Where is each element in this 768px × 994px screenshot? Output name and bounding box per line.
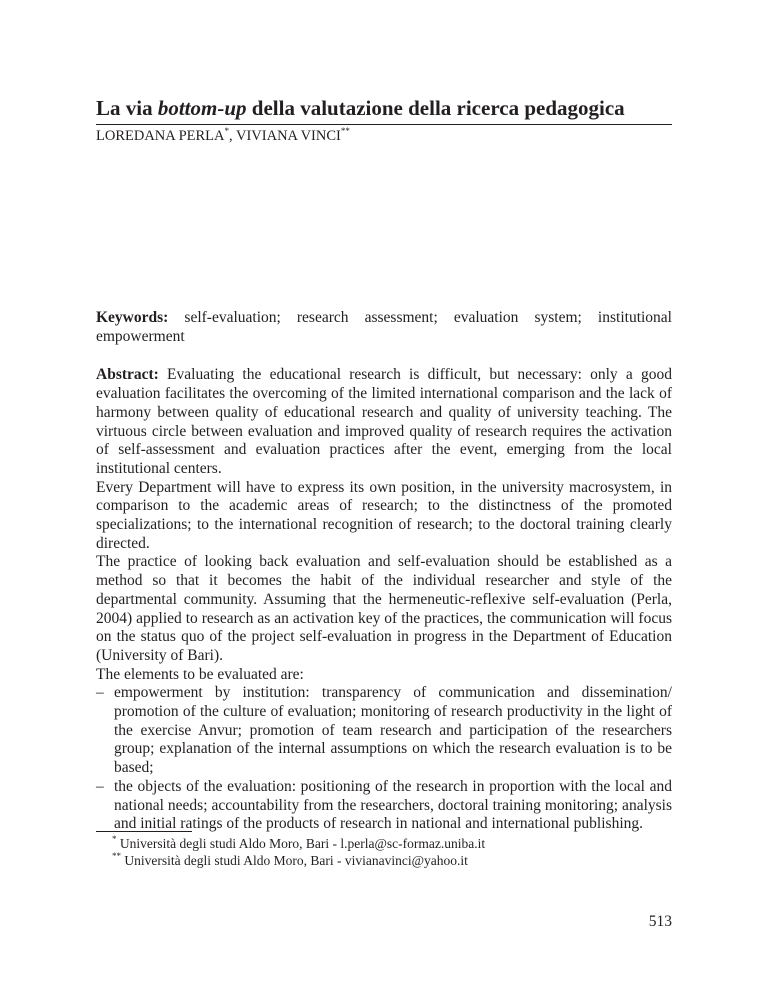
list-dash: –	[96, 684, 104, 702]
abstract-paragraph-2: Every Department will have to express its own position, in the university macrosystem, in comparison to the academic areas of research; to the distinctness of the promoted specializations; to the international recognition of research; to the doctoral training clearly directed.	[96, 478, 672, 552]
list-item	[96, 778, 672, 834]
abstract-paragraph-1	[96, 366, 672, 478]
author-separator: ,	[229, 128, 236, 144]
evaluation-elements-list	[96, 684, 672, 834]
page-number: 513	[648, 913, 672, 930]
footnotes	[112, 836, 485, 869]
footnote-rule	[96, 831, 192, 832]
list-item	[96, 684, 672, 778]
title-part-1: La via	[96, 96, 158, 120]
footnote-1-text: Università degli studi Aldo Moro, Bari - l.perla@sc-formaz.uniba.it	[116, 836, 486, 851]
paper-title	[96, 96, 672, 121]
footnote-2-text: Università degli studi Aldo Moro, Bari - vivianavinci@yahoo.it	[121, 852, 468, 868]
list-item-text: the objects of the evaluation: positioning of the research in proportion with the local and national needs; accountability from the researchers, doctoral training monitoring; analysis and initial ratings of the products of research in national and international publishing.	[114, 777, 672, 833]
keywords-label: Keywords:	[96, 309, 169, 326]
author-2-mark: **	[340, 126, 350, 136]
footnote-1	[112, 836, 485, 853]
title-part-2: della valutazione della ricerca pedagogica	[246, 96, 625, 120]
author-2: VIVIANA VINCI	[236, 128, 341, 144]
abstract-paragraph-4: The elements to be evaluated are:	[96, 665, 304, 683]
abstract-paragraph-3: The practice of looking back evaluation and self-evaluation should be established as a method so that it becomes the habit of the individual researcher and style of the departmental community. Assuming that the hermeneutic-reflexive self-evaluation (Perla, 2004) applied to research as an activation key of the practices, the communication will focus on the status quo of the project self-evaluation in progress in the Department of Education (University of Bari).	[96, 553, 672, 664]
author-1-mark: *	[224, 126, 229, 136]
list-dash: –	[96, 777, 104, 795]
title-rule	[96, 124, 672, 125]
footnote-1-mark: *	[112, 834, 117, 844]
abstract-label: Abstract:	[96, 366, 159, 384]
authors	[96, 128, 350, 145]
author-1: LOREDANA PERLA	[96, 128, 225, 144]
body-text	[96, 309, 672, 834]
keywords-text: self-evaluation; research assessment; evaluation system; institutional empowerment	[96, 309, 672, 345]
footnote-2	[112, 850, 485, 870]
abstract-text-1: Evaluating the educational research is difficult, but necessary: only a good evaluation facilitates the overcoming of the limited international comparison and the lack of harmony between quality of educational research and quality of university teaching. The virtuous circle between evaluation and improved quality of research requires the activation of self-assessment and evaluation practices after the event, emerging from the local institutional centers.	[96, 366, 672, 477]
title-italic: bottom-up	[157, 96, 247, 120]
keywords	[96, 309, 672, 346]
footnote-2-mark: **	[112, 850, 121, 861]
page	[96, 0, 672, 994]
list-item-text: empowerment by institution: transparency of communication and dissemination/ promotion of the culture of evaluation; monitoring of research productivity in the light of the exercise Anvur; promotion of team research and participation of the researchers group; explanation of the internal assumptions on which the research evaluation is to be based;	[114, 684, 672, 777]
